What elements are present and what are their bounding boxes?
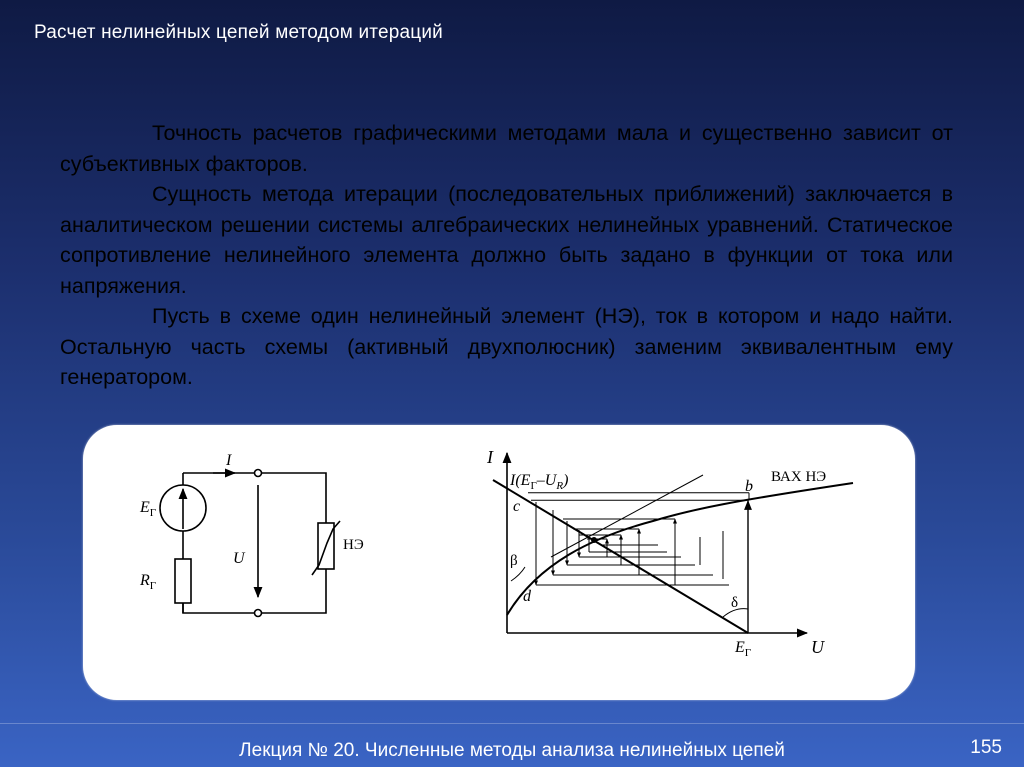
paragraph-2: Сущность метода итерации (последовательных приближений) заключается в аналитическом решении системы алгебраических нелинейных уравнений. Статическое сопротивление нелинейного элемента должно быть задано в функции от тока или напряжения. (60, 182, 953, 298)
load-line-label: $I(E_Г-U_R)$ (510, 472, 569, 492)
figure-panel (83, 425, 915, 700)
resistor-rg (175, 559, 191, 603)
paragraph-3: Пусть в схеме один нелинейный элемент (НЭ), ток в котором и надо найти. Остальную часть схемы (активный двухполюсник) заменим эквивалентным ему генератором. (60, 304, 953, 389)
point-c-label: c (513, 498, 521, 515)
angle-delta-label: δ (731, 595, 739, 611)
figure-svg (83, 425, 915, 700)
point-b-label: b (745, 478, 753, 495)
circuit-wire-loop (183, 473, 326, 613)
slide-title: Расчет нелинейных цепей методом итераций (34, 22, 443, 43)
intersection-point (592, 538, 597, 543)
paragraph-1: Точность расчетов графическими методами мала и существенно зависит от субъективных факторов. (60, 121, 953, 176)
footer-divider (0, 723, 1024, 724)
terminal-bottom (255, 610, 262, 617)
curve-label: ВАХ НЭ (771, 469, 827, 485)
beta-arc (511, 567, 525, 581)
footer-title: Лекция № 20. Численные методы анализа нелинейных цепей (239, 740, 785, 761)
page-number: 155 (970, 737, 1002, 758)
body-text (60, 118, 953, 393)
circuit-diagram (160, 470, 340, 617)
terminal-top (255, 470, 262, 477)
x-axis-label: U (811, 637, 824, 657)
y-axis-label: I (487, 447, 493, 467)
x-intercept-label: $E_Г$ (735, 639, 752, 659)
resistor-label: $R_Г$ (140, 572, 157, 592)
point-d-label: d (523, 588, 531, 605)
vax-curve (507, 483, 853, 615)
angle-beta-label: β (510, 553, 518, 569)
source-label: $E_Г$ (140, 499, 157, 519)
current-label: I (226, 452, 232, 469)
element-label: НЭ (343, 537, 364, 553)
voltage-label: U (233, 550, 245, 567)
